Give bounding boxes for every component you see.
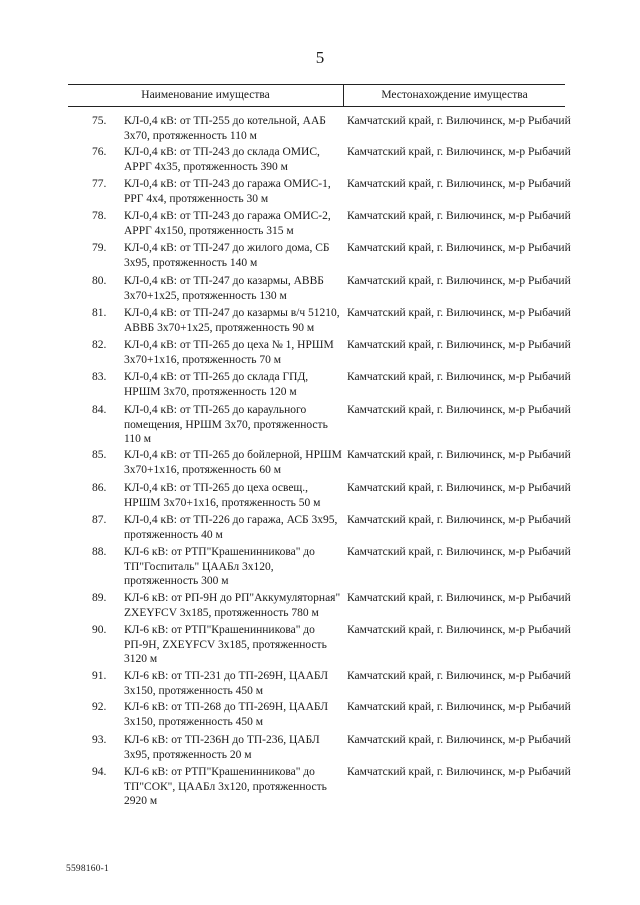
table-row — [0, 700, 640, 733]
table-row — [0, 623, 640, 669]
property-location: Камчатский край, г. Вилючинск, м-р Рыбачий — [347, 670, 571, 682]
property-location: Камчатский край, г. Вилючинск, м-р Рыбачий — [347, 449, 571, 461]
property-location: Камчатский край, г. Вилючинск, м-р Рыбачий — [347, 766, 571, 778]
row-number: 85. — [92, 449, 107, 461]
table-row — [0, 448, 640, 481]
row-number: 87. — [92, 514, 107, 526]
table-row — [0, 513, 640, 545]
row-number: 81. — [92, 307, 107, 319]
table-row — [0, 209, 640, 241]
property-name: КЛ-0,4 кВ: от ТП-265 до бойлерной, НРШМ 3х70+1х16, протяженность 60 м — [124, 449, 342, 476]
row-number: 86. — [92, 482, 107, 494]
table-row — [0, 765, 640, 813]
property-location: Камчатский край, г. Вилючинск, м-р Рыбачий — [347, 242, 571, 254]
property-name: КЛ-6 кВ: от РТП"Крашенинникова" до ТП"СОК", ЦААБл 3х120, протяженность 2920 м — [124, 766, 327, 808]
row-number: 75. — [92, 115, 107, 127]
table-row — [0, 177, 640, 209]
property-name: КЛ-6 кВ: от ТП-268 до ТП-269Н, ЦААБЛ 3х150, протяженность 450 м — [124, 701, 329, 728]
property-location: Камчатский край, г. Вилючинск, м-р Рыбачий — [347, 482, 571, 494]
property-location: Камчатский край, г. Вилючинск, м-р Рыбачий — [347, 275, 571, 287]
row-number: 80. — [92, 275, 107, 287]
row-number: 88. — [92, 546, 107, 558]
property-location: Камчатский край, г. Вилючинск, м-р Рыбачий — [347, 210, 571, 222]
table-row — [0, 241, 640, 274]
property-location: Камчатский край, г. Вилючинск, м-р Рыбачий — [347, 115, 571, 127]
row-number: 93. — [92, 734, 107, 746]
property-name: КЛ-6 кВ: от ТП-231 до ТП-269Н, ЦААБЛ 3х150, протяженность 450 м — [124, 670, 329, 697]
row-number: 77. — [92, 178, 107, 190]
property-location: Камчатский край, г. Вилючинск, м-р Рыбачий — [347, 701, 571, 713]
row-number: 90. — [92, 624, 107, 636]
property-name: КЛ-0,4 кВ: от ТП-243 до гаража ОМИС-1, РРГ 4х4, протяженность 30 м — [124, 178, 331, 205]
property-location: Камчатский край, г. Вилючинск, м-р Рыбачий — [347, 624, 571, 636]
row-number: 76. — [92, 146, 107, 158]
table-row — [0, 591, 640, 623]
property-name: КЛ-0,4 кВ: от ТП-265 до цеха освещ., НРШМ 3х70+1х16, протяженность 50 м — [124, 482, 321, 509]
row-number: 94. — [92, 766, 107, 778]
property-location: Камчатский край, г. Вилючинск, м-р Рыбачий — [347, 178, 571, 190]
row-number: 83. — [92, 371, 107, 383]
table-row — [0, 114, 640, 145]
table-row — [0, 306, 640, 338]
property-location: Камчатский край, г. Вилючинск, м-р Рыбачий — [347, 339, 571, 351]
property-location: Камчатский край, г. Вилючинск, м-р Рыбачий — [347, 307, 571, 319]
property-location: Камчатский край, г. Вилючинск, м-р Рыбачий — [347, 514, 571, 526]
property-location: Камчатский край, г. Вилючинск, м-р Рыбачий — [347, 146, 571, 158]
property-location: Камчатский край, г. Вилючинск, м-р Рыбачий — [347, 546, 571, 558]
table-row — [0, 669, 640, 700]
property-location: Камчатский край, г. Вилючинск, м-р Рыбачий — [347, 371, 571, 383]
row-number: 89. — [92, 592, 107, 604]
table-row — [0, 733, 640, 765]
property-name: КЛ-0,4 кВ: от ТП-247 до казармы, АВВБ 3х70+1х25, протяженность 130 м — [124, 275, 324, 302]
property-name: КЛ-6 кВ: от РП-9Н до РП"Аккумуляторная" ZXEYFCV 3х185, протяженность 780 м — [124, 592, 341, 619]
table-row — [0, 338, 640, 370]
property-name: КЛ-0,4 кВ: от ТП-255 до котельной, ААБ 3х70, протяженность 110 м — [124, 115, 326, 142]
column-header-name: Наименование имущества — [68, 85, 344, 106]
row-number: 82. — [92, 339, 107, 351]
row-number: 91. — [92, 670, 107, 682]
table-row — [0, 545, 640, 591]
property-location: Камчатский край, г. Вилючинск, м-р Рыбачий — [347, 592, 571, 604]
property-name: КЛ-6 кВ: от ТП-236Н до ТП-236, ЦАБЛ 3х95, протяженность 20 м — [124, 734, 320, 761]
property-name: КЛ-6 кВ: от РТП"Крашенинникова" до РП-9Н, ZXEYFCV 3х185, протяженность 3120 м — [124, 624, 327, 666]
document-id: 5598160-1 — [66, 864, 109, 874]
table-row — [0, 481, 640, 513]
page-number: 5 — [315, 48, 325, 67]
property-list — [0, 114, 640, 813]
table-row — [0, 370, 640, 403]
table-row — [0, 274, 640, 306]
row-number: 78. — [92, 210, 107, 222]
property-name: КЛ-0,4 кВ: от ТП-265 до караульного помещения, НРШМ 3х70, протяженность 110 м — [124, 404, 328, 446]
row-number: 84. — [92, 404, 107, 416]
table-row — [0, 403, 640, 448]
property-location: Камчатский край, г. Вилючинск, м-р Рыбачий — [347, 404, 571, 416]
property-name: КЛ-0,4 кВ: от ТП-265 до склада ГПД, НРШМ 3х70, протяженность 120 м — [124, 371, 309, 398]
property-name: КЛ-6 кВ: от РТП"Крашенинникова" до ТП"Госпиталь" ЦААБл 3х120, протяженность 300 м — [124, 546, 315, 588]
property-location: Камчатский край, г. Вилючинск, м-р Рыбачий — [347, 734, 571, 746]
property-name: КЛ-0,4 кВ: от ТП-265 до цеха № 1, НРШМ 3х70+1х16, протяженность 70 м — [124, 339, 334, 366]
property-name: КЛ-0,4 кВ: от ТП-243 до гаража ОМИС-2, АРРГ 4х150, протяженность 315 м — [124, 210, 331, 237]
row-number: 79. — [92, 242, 107, 254]
property-name: КЛ-0,4 кВ: от ТП-243 до склада ОМИС, АРРГ 4х35, протяженность 390 м — [124, 146, 320, 173]
table-row — [0, 145, 640, 177]
property-name: КЛ-0,4 кВ: от ТП-247 до жилого дома, СБ 3х95, протяженность 140 м — [124, 242, 330, 269]
column-header-location: Местонахождение имущества — [381, 89, 528, 101]
property-name: КЛ-0,4 кВ: от ТП-247 до казармы в/ч 51210, АВВБ 3х70+1х25, протяженность 90 м — [124, 307, 340, 334]
table-header — [68, 84, 565, 107]
property-name: КЛ-0,4 кВ: от ТП-226 до гаража, АСБ 3х95, протяженность 40 м — [124, 514, 338, 541]
row-number: 92. — [92, 701, 107, 713]
